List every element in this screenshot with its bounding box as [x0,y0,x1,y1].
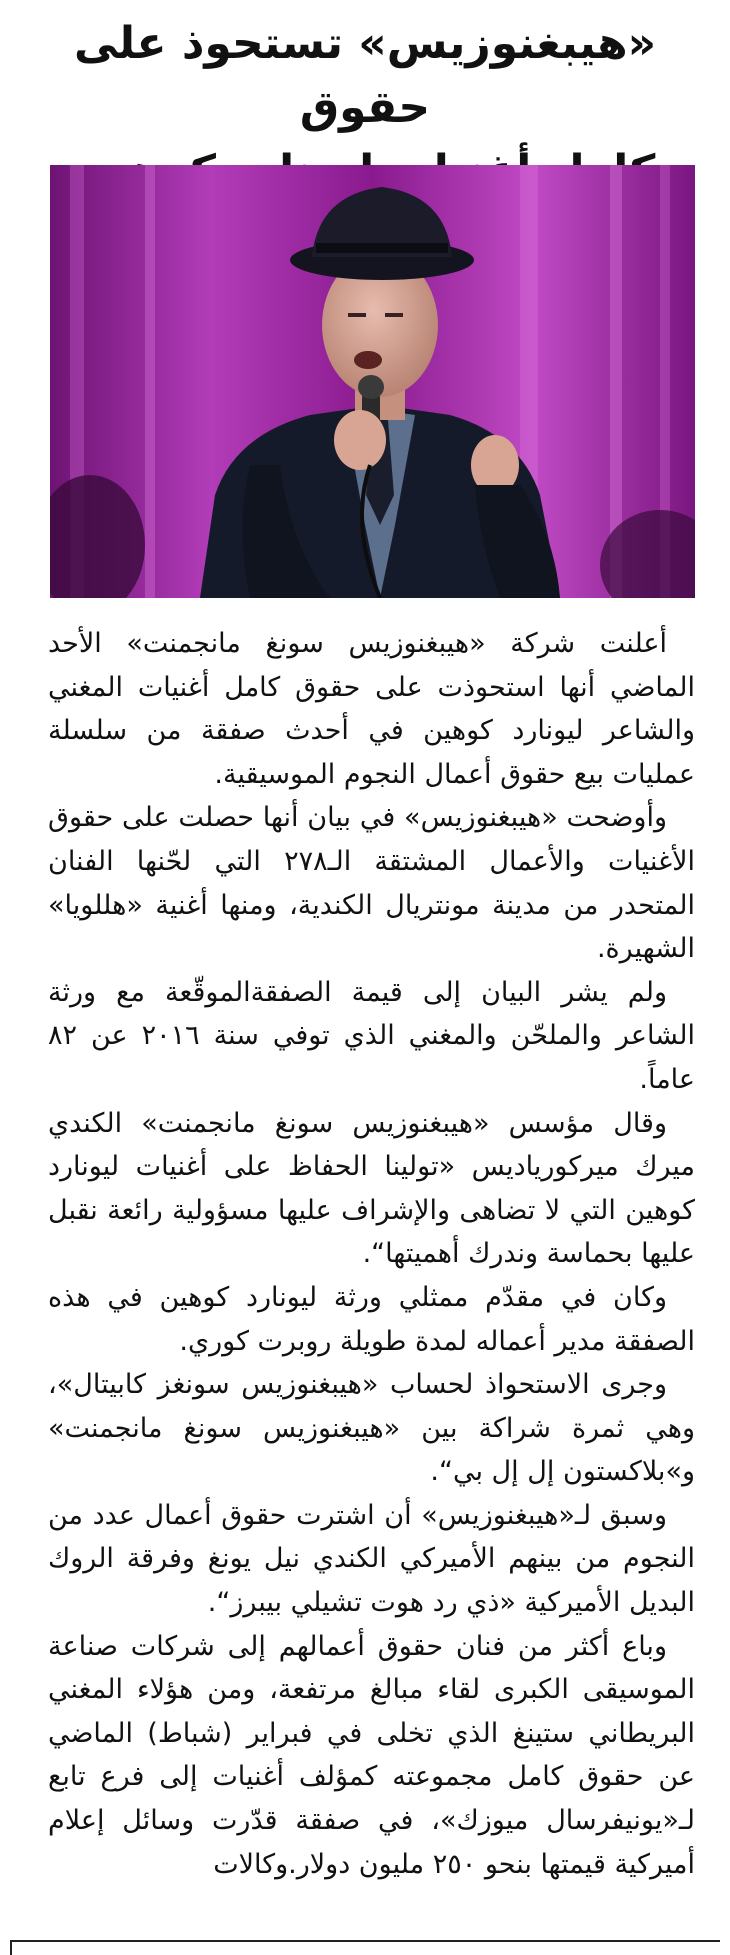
article-paragraph: وأوضحت «هيبغنوزيس» في بيان أنها حصلت على حقوق الأغنيات والأعمال المشتقة الـ٢٧٨ التي لحّنها الفنان المتحدر من مدينة مونتريال الكندية، ومنها أغنية «هللويا» الشهيرة. [48,802,695,965]
bottom-divider-corner [10,1940,12,1955]
article-paragraph: أعلنت شركة «هيبغنوزيس سونغ مانجمنت» الأحد الماضي أنها استحوذت على حقوق كامل أغنيات المغني والشاعر ليونارد كوهين في أحدث صفقة من سلسلة عمليات بيع حقوق أعمال النجوم الموسيقية. [48,628,695,790]
article-body [48,622,695,1886]
article-paragraph: وجرى الاستحواذ لحساب «هيبغنوزيس سونغز كابيتال»، وهي ثمرة شراكة بين «هيبغنوزيس سونغ مانجمنت» و»بلاكستون إل إل بي“. [48,1369,695,1488]
singer-with-microphone-photo-icon [50,165,695,598]
article-paragraph: وسبق لـ«هيبغنوزيس» أن اشترت حقوق أعمال عدد من النجوم من بينهم الأميركي الكندي نيل يونغ وفرقة الروك البديل الأميركية «ذي رد هوت تشيلي بيبرز“. [48,1499,695,1619]
article-paragraph: ولم يشر البيان إلى قيمة الصفقةالموقّعة مع ورثة الشاعر والملحّن والمغني الذي توفي سنة ٢٠١٦ عن ٨٢ عاماً. [48,976,695,1095]
article-paragraph: وباع أكثر من فنان حقوق أعمالهم إلى شركات صناعة الموسيقى الكبرى لقاء مبالغ مرتفعة، ومن هؤلاء المغني البريطاني ستينغ الذي تخلى في فبراير (شباط) الماضي عن حقوق كامل مجموعته كمؤلف أغنيات إلى فرع تابع لـ«يونيفرسال ميوزك»، في صفقة قدّرت وسائل إعلام أميركية قيمتها بنحو ٢٥٠ مليون دولار.وكالات [48,1630,695,1880]
bottom-divider [10,1940,720,1942]
article-paragraph: وكان في مقدّم ممثلي ورثة ليونارد كوهين في هذه الصفقة مدير أعماله لمدة طويلة روبرت كوري. [48,1281,695,1357]
article-photo [50,165,695,598]
headline-line-1: «هيبغنوزيس» تستحوذ على حقوق [73,18,656,133]
article-paragraph: وقال مؤسس «هيبغنوزيس سونغ مانجمنت» الكندي ميرك ميركورياديس «تولينا الحفاظ على أغنيات ليونارد كوهين التي لا تضاهى والإشراف عليها مسؤولية رائعة نقبل عليها بحماسة وندرك أهميتها“. [48,1107,695,1270]
